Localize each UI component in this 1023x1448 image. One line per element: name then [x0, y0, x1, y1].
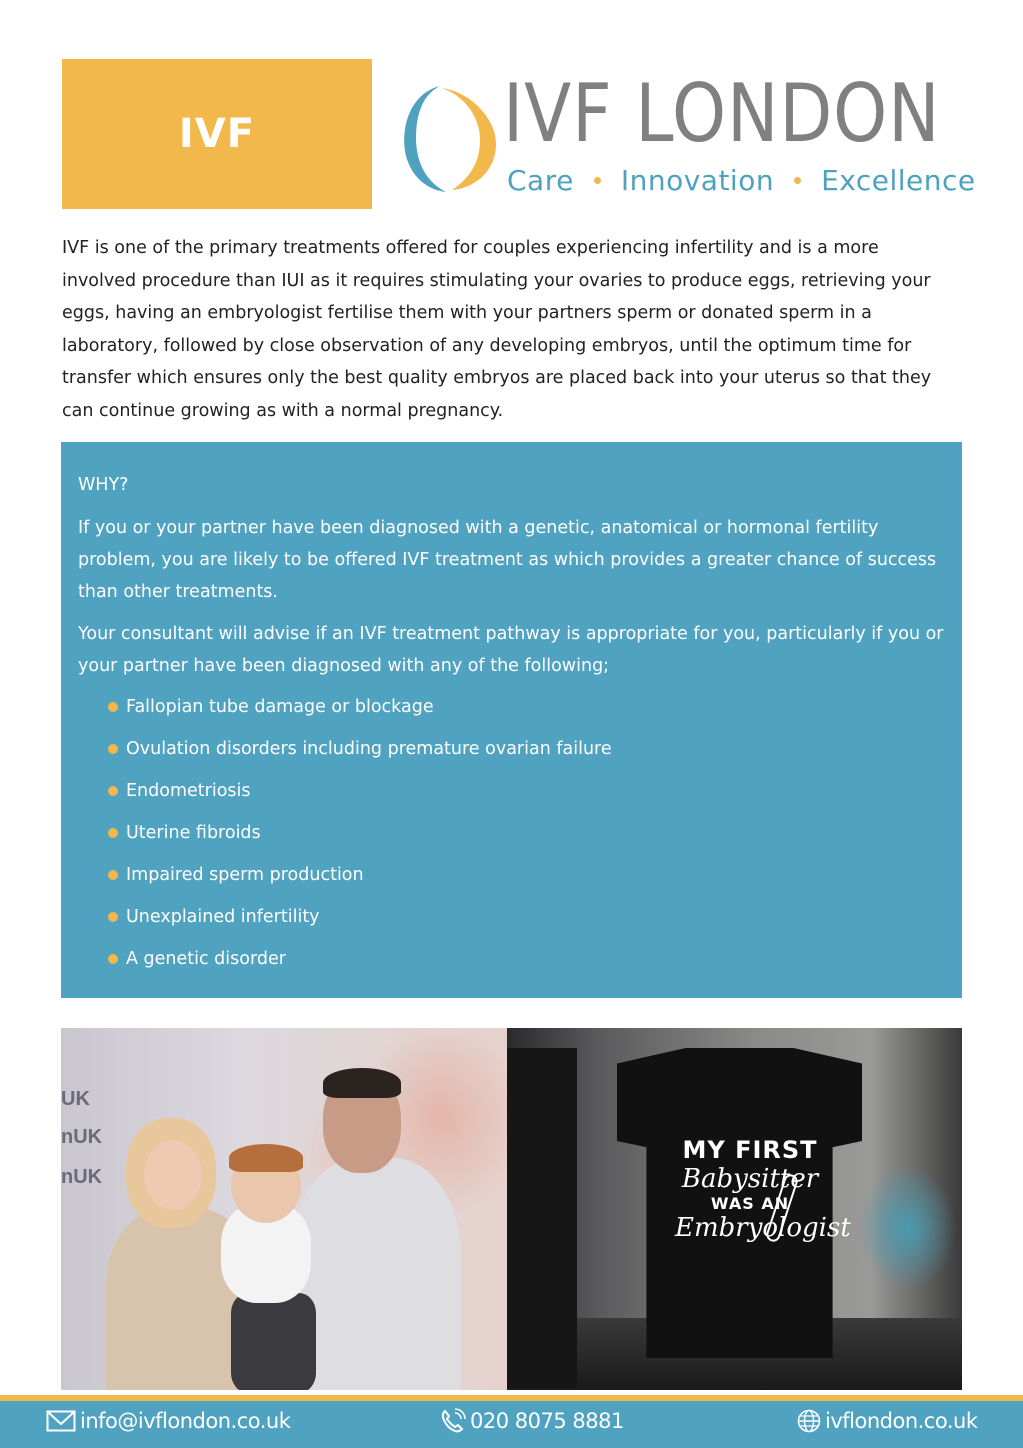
- bullet-icon: [108, 912, 118, 922]
- condition-item: [108, 776, 946, 806]
- phone-text: 020 8075 8881: [470, 1409, 624, 1433]
- child-hair: [229, 1144, 303, 1172]
- tagline-care: Care: [507, 164, 574, 197]
- condition-item: [108, 818, 946, 848]
- condition-item: [108, 860, 946, 890]
- bullet-icon: [108, 954, 118, 964]
- condition-label: Impaired sperm production: [126, 865, 364, 885]
- bullet-icon: [108, 744, 118, 754]
- background-text: UK: [61, 1088, 90, 1110]
- why-paragraph: Your consultant will advise if an IVF treatment pathway is appropriate for you, particularly if you or your partner have been diagnosed with any of the following;: [78, 624, 944, 676]
- phone-link[interactable]: [440, 1403, 624, 1439]
- condition-label: Fallopian tube damage or blockage: [126, 697, 434, 717]
- tagline-dot-icon: [594, 177, 601, 184]
- contact-footer: [0, 1401, 1023, 1448]
- shirt-print-line: WAS AN: [710, 1194, 790, 1213]
- bullet-icon: [108, 702, 118, 712]
- shirt-print: [675, 1136, 851, 1243]
- title-banner: [62, 59, 372, 209]
- condition-label: Unexplained infertility: [126, 907, 320, 927]
- condition-item: [108, 734, 946, 764]
- bullet-icon: [108, 828, 118, 838]
- condition-label: Ovulation disorders including premature ovarian failure: [126, 739, 612, 759]
- phone-icon: [440, 1408, 466, 1434]
- why-paragraph: If you or your partner have been diagnosed with a genetic, anatomical or hormonal fertility problem, you are likely to be offered IVF treatment as which provides a greater chance of success than other treatments.: [78, 518, 937, 602]
- why-heading: WHY?: [78, 475, 129, 495]
- child-legs: [231, 1293, 316, 1390]
- embryologist-shirt-photo: [507, 1028, 962, 1390]
- condition-label: Endometriosis: [126, 781, 251, 801]
- condition-item: [108, 692, 946, 722]
- website-link[interactable]: [797, 1403, 977, 1439]
- globe-icon: [797, 1409, 821, 1433]
- tagline-innovation: Innovation: [620, 164, 775, 197]
- woman-face: [144, 1140, 202, 1210]
- intro-paragraph: IVF is one of the primary treatments offered for couples experiencing infertility and is a more involved procedure than IUI as it requires stimulating your ovaries to produce eggs, retrieving your eggs, having an embryologist fertilise them with your partners sperm or donated sperm in a laboratory, followed by close observation of any developing embryos, until the optimum time for transfer which ensures only the best quality embryos are placed back into your uterus so that they can continue growing as with a normal pregnancy.: [62, 238, 932, 421]
- tagline-dot-icon: [794, 177, 801, 184]
- envelope-icon: [46, 1410, 76, 1432]
- photo-strip: [61, 1028, 962, 1390]
- condition-label: Uterine fibroids: [126, 823, 261, 843]
- condition-label: A genetic disorder: [126, 949, 286, 969]
- man-figure: [291, 1158, 461, 1390]
- second-shirt: [507, 1048, 577, 1388]
- condition-item: [108, 944, 946, 974]
- email-text: info@ivflondon.co.uk: [80, 1409, 291, 1433]
- conditions-list: [78, 692, 946, 974]
- shirt-print-line: Embryologist: [675, 1213, 851, 1243]
- shirt-print-line: MY FIRST: [682, 1136, 818, 1164]
- background-text: nUK: [61, 1166, 103, 1188]
- tagline-excellence: Excellence: [821, 164, 976, 197]
- family-photo: [61, 1028, 507, 1390]
- man-hair: [323, 1068, 401, 1098]
- background-text: nUK: [61, 1126, 103, 1148]
- bullet-icon: [108, 870, 118, 880]
- ivf-london-logo: [400, 67, 976, 200]
- logo-tagline: [507, 164, 976, 197]
- page-title: IVF: [178, 111, 256, 157]
- logo-mark-icon: [400, 82, 500, 194]
- why-panel: [61, 442, 962, 998]
- logo-wordmark: IVF LONDON: [503, 67, 941, 160]
- bullet-icon: [108, 786, 118, 796]
- shirt-print-line: Babysitter: [681, 1164, 819, 1194]
- email-link[interactable]: [46, 1403, 290, 1439]
- website-text: ivflondon.co.uk: [825, 1409, 978, 1433]
- condition-item: [108, 902, 946, 932]
